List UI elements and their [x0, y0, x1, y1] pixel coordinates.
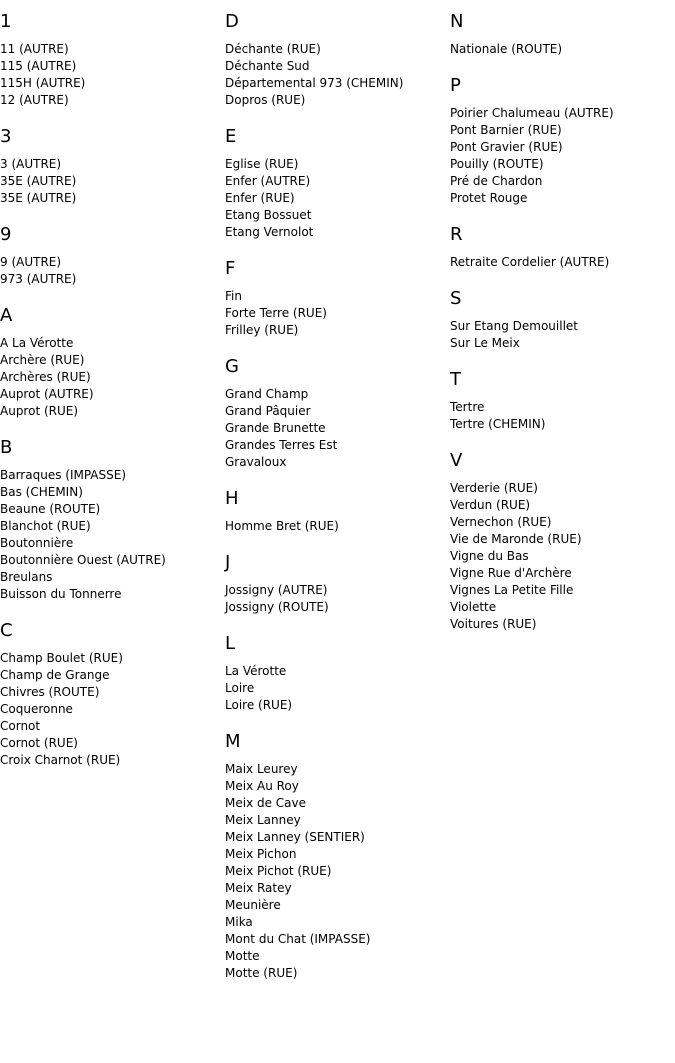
street-list [450, 318, 675, 352]
street-list-item[interactable]: Bas (CHEMIN) [0, 485, 83, 499]
letter-heading: C [0, 620, 13, 641]
letter-heading: 3 [0, 126, 12, 147]
street-list-item[interactable]: Blanchot (RUE) [0, 519, 91, 533]
street-list-item[interactable]: 115 (AUTRE) [0, 59, 77, 73]
street-list-item[interactable]: Homme Bret (RUE) [225, 519, 339, 533]
street-list [0, 467, 225, 603]
street-list-item[interactable]: Boutonnière Ouest (AUTRE) [0, 553, 166, 567]
street-list [225, 582, 450, 616]
street-list-item[interactable]: Protet Rouge [450, 191, 528, 205]
street-list-item[interactable]: Meix Lanney [225, 813, 301, 827]
street-list [0, 254, 225, 288]
street-list-item[interactable]: Gravaloux [225, 455, 287, 469]
street-list-item[interactable]: Vie de Maronde (RUE) [450, 532, 582, 546]
street-list-item[interactable]: 11 (AUTRE) [0, 42, 69, 56]
street-list [0, 156, 225, 207]
street-list-item[interactable]: Grand Champ [225, 387, 309, 401]
street-list-item[interactable]: Forte Terre (RUE) [225, 306, 327, 320]
letter-heading: L [225, 633, 236, 654]
street-list-item[interactable]: Mika [225, 915, 253, 929]
letter-group [450, 224, 675, 271]
street-list-item[interactable]: Grand Pâquier [225, 404, 311, 418]
street-list-item[interactable]: Verdun (RUE) [450, 498, 531, 512]
street-list-item[interactable]: Champ de Grange [0, 668, 110, 682]
letter-heading: E [225, 126, 237, 147]
street-list-item[interactable]: Breulans [0, 570, 53, 584]
street-list-item[interactable]: Meix Pichot (RUE) [225, 864, 332, 878]
street-list-item[interactable]: Grande Brunette [225, 421, 326, 435]
street-list-item[interactable]: Enfer (AUTRE) [225, 174, 311, 188]
street-list-item[interactable]: Pouilly (ROUTE) [450, 157, 544, 171]
letter-heading: T [450, 369, 461, 390]
street-list-item[interactable]: Beaune (ROUTE) [0, 502, 101, 516]
street-list-item[interactable]: Barraques (IMPASSE) [0, 468, 127, 482]
letter-group [225, 11, 450, 109]
street-list-item[interactable]: Pré de Chardon [450, 174, 543, 188]
street-list-item[interactable]: Mont du Chat (IMPASSE) [225, 932, 371, 946]
street-list-item[interactable]: Fin [225, 289, 242, 303]
street-list-item[interactable]: Nationale (ROUTE) [450, 42, 563, 56]
street-list-item[interactable]: Archères (RUE) [0, 370, 91, 384]
street-list-item[interactable]: Champ Boulet (RUE) [0, 651, 123, 665]
letter-heading: 1 [0, 11, 12, 32]
street-list-item[interactable]: Retraite Cordelier (AUTRE) [450, 255, 610, 269]
letter-heading: B [0, 437, 13, 458]
street-list-item[interactable]: Meix Lanney (SENTIER) [225, 830, 365, 844]
letter-heading: F [225, 258, 236, 279]
letter-group [0, 437, 225, 603]
street-list-item[interactable]: 973 (AUTRE) [0, 272, 77, 286]
street-list [0, 335, 225, 420]
street-list-item[interactable]: 12 (AUTRE) [0, 93, 69, 107]
street-list-item[interactable]: Buisson du Tonnerre [0, 587, 122, 601]
letter-group [225, 552, 450, 616]
street-list-item[interactable]: Déchante Sud [225, 59, 310, 73]
street-list [225, 156, 450, 241]
letter-heading: A [0, 305, 13, 326]
street-list-item[interactable]: Chivres (ROUTE) [0, 685, 100, 699]
letter-group [450, 369, 675, 433]
letter-heading: P [450, 75, 461, 96]
letter-group [0, 11, 225, 109]
street-list-item[interactable]: Jossigny (ROUTE) [225, 600, 329, 614]
street-list [450, 41, 675, 58]
street-list [450, 399, 675, 433]
street-list-item[interactable]: Etang Bossuet [225, 208, 312, 222]
street-list-item[interactable]: Verderie (RUE) [450, 481, 538, 495]
street-index-column-3 [450, 11, 675, 650]
street-list-item[interactable]: Sur Etang Demouillet [450, 319, 578, 333]
street-list [225, 663, 450, 714]
street-list-item[interactable]: Loire (RUE) [225, 698, 293, 712]
street-list-item[interactable]: Archère (RUE) [0, 353, 85, 367]
street-list-item[interactable]: Cornot [0, 719, 41, 733]
letter-group [450, 11, 675, 58]
street-list-item[interactable]: 9 (AUTRE) [0, 255, 62, 269]
letter-heading: S [450, 288, 462, 309]
letter-group [225, 731, 450, 982]
letter-group [0, 620, 225, 769]
street-list-item[interactable]: Grandes Terres Est [225, 438, 338, 452]
street-list-item[interactable]: Boutonnière [0, 536, 74, 550]
street-list [450, 254, 675, 271]
street-list [225, 761, 450, 982]
street-list-item[interactable]: Motte (RUE) [225, 966, 298, 980]
letter-heading: G [225, 356, 239, 377]
street-list-item[interactable]: Enfer (RUE) [225, 191, 295, 205]
street-list-item[interactable]: Tertre (CHEMIN) [450, 417, 546, 431]
street-list-item[interactable]: Violette [450, 600, 497, 614]
street-list-item[interactable]: Sur Le Meix [450, 336, 520, 350]
street-list-item[interactable]: Maix Leurey [225, 762, 298, 776]
letter-heading: R [450, 224, 463, 245]
street-list-item[interactable]: Cornot (RUE) [0, 736, 78, 750]
letter-heading: 9 [0, 224, 12, 245]
street-index-column-1 [0, 11, 225, 786]
letter-group [225, 488, 450, 535]
street-list-item[interactable]: 35E (AUTRE) [0, 174, 77, 188]
letter-group [0, 224, 225, 288]
street-list-item[interactable]: Tertre [450, 400, 485, 414]
street-list-item[interactable]: 115H (AUTRE) [0, 76, 86, 90]
street-list-item[interactable]: Frilley (RUE) [225, 323, 299, 337]
letter-group [0, 305, 225, 420]
street-list-item[interactable]: 35E (AUTRE) [0, 191, 77, 205]
street-list-item[interactable]: Meix Pichon [225, 847, 297, 861]
letter-group [450, 75, 675, 207]
street-list [0, 650, 225, 769]
street-list-item[interactable]: Vignes La Petite Fille [450, 583, 574, 597]
street-list-item[interactable]: Croix Charnot (RUE) [0, 753, 121, 767]
street-list-item[interactable]: Poirier Chalumeau (AUTRE) [450, 106, 614, 120]
street-list-item[interactable]: Voitures (RUE) [450, 617, 537, 631]
letter-heading: H [225, 488, 239, 509]
street-list-item[interactable]: Auprot (AUTRE) [0, 387, 94, 401]
street-list-item[interactable]: Vernechon (RUE) [450, 515, 552, 529]
letter-group [225, 126, 450, 241]
letter-group [225, 258, 450, 339]
street-list-item[interactable]: Meunière [225, 898, 281, 912]
street-list-item[interactable]: Eglise (RUE) [225, 157, 299, 171]
letter-heading: D [225, 11, 239, 32]
letter-group [450, 288, 675, 352]
letter-group [450, 450, 675, 633]
letter-heading: N [450, 11, 464, 32]
street-list-item[interactable]: Motte [225, 949, 260, 963]
street-list-item[interactable]: Auprot (RUE) [0, 404, 79, 418]
street-list-item[interactable]: Départemental 973 (CHEMIN) [225, 76, 404, 90]
street-list-item[interactable]: Meix de Cave [225, 796, 307, 810]
street-list-item[interactable]: Jossigny (AUTRE) [225, 583, 328, 597]
street-list [0, 41, 225, 109]
street-list [450, 105, 675, 207]
letter-group [225, 356, 450, 471]
street-list-item[interactable]: Pont Gravier (RUE) [450, 140, 563, 154]
street-list-item[interactable]: A La Vérotte [0, 336, 74, 350]
street-list-item[interactable]: 3 (AUTRE) [0, 157, 62, 171]
street-list [225, 288, 450, 339]
street-list-item[interactable]: Vigne Rue d'Archère [450, 566, 572, 580]
letter-group [225, 633, 450, 714]
letter-heading: V [450, 450, 463, 471]
street-list-item[interactable]: Loire [225, 681, 255, 695]
street-list-item[interactable]: Dopros (RUE) [225, 93, 306, 107]
street-list-item[interactable]: Meix Au Roy [225, 779, 299, 793]
street-index-column-2 [225, 11, 450, 999]
street-list-item[interactable]: Meix Ratey [225, 881, 292, 895]
street-list-item[interactable]: Etang Vernolot [225, 225, 314, 239]
street-list-item[interactable]: Déchante (RUE) [225, 42, 321, 56]
street-list-item[interactable]: Coqueronne [0, 702, 73, 716]
street-list [225, 386, 450, 471]
letter-heading: J [225, 552, 231, 573]
letter-group [0, 126, 225, 207]
street-list-item[interactable]: Vigne du Bas [450, 549, 529, 563]
street-list [450, 480, 675, 633]
street-list-item[interactable]: Pont Barnier (RUE) [450, 123, 562, 137]
street-list-item[interactable]: La Vérotte [225, 664, 287, 678]
street-list [225, 41, 450, 109]
street-list [225, 518, 450, 535]
letter-heading: M [225, 731, 241, 752]
